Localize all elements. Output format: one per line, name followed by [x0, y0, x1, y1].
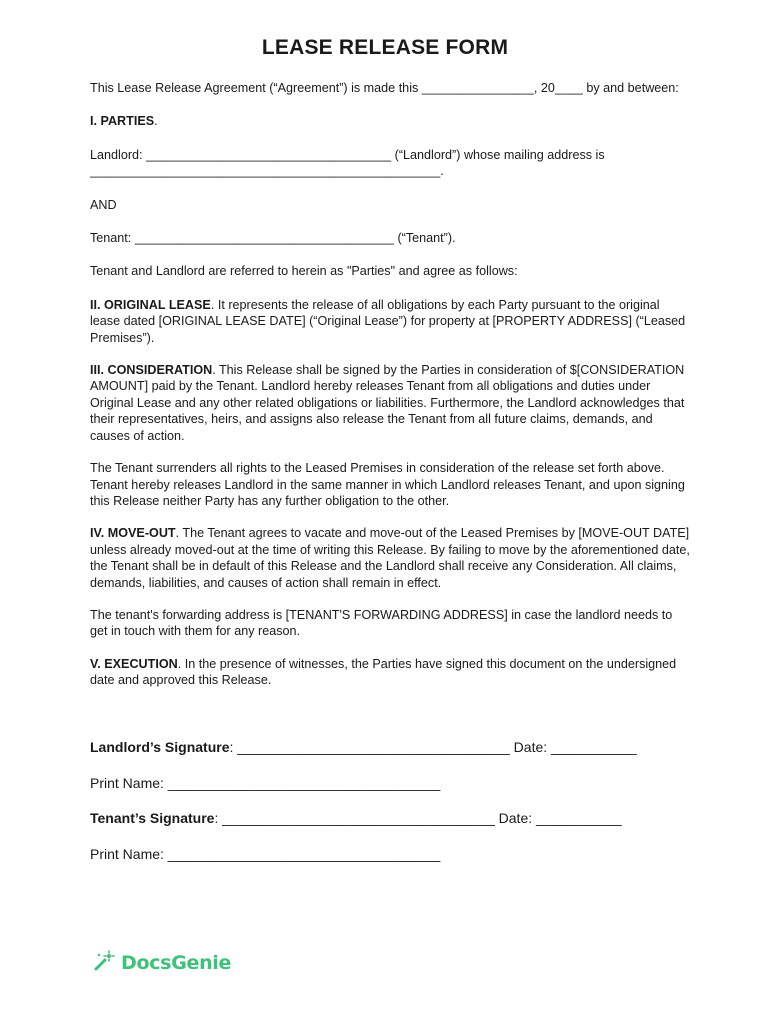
magic-wand-icon	[93, 950, 115, 977]
tenant-signature-label: Tenant’s Signature	[90, 810, 215, 826]
landlord-signature-label: Landlord’s Signature	[90, 739, 230, 755]
tenant-signature-field: : ___________________________________ Date: ___________	[214, 810, 622, 826]
original-lease-text: . It represents the release of all obligations by each Party pursuant to the original lease dated [ORIGINAL LEASE DATE] (“Original Lease”) for property at [PROPERTY ADDRESS] (“Leased Premises”).	[90, 297, 686, 345]
parties-agree-text: Tenant and Landlord are referred to herein as "Parties" and agree as follows:	[90, 264, 518, 279]
landlord-signature-field: : ___________________________________ Date: ___________	[229, 739, 637, 755]
execution-heading: V. EXECUTION	[90, 656, 178, 671]
brand-name: DocsGenie	[121, 952, 232, 974]
landlord-print-name: Print Name: ___________________________________	[90, 775, 441, 791]
landlord-signature-line	[90, 738, 637, 756]
tenant-line: Tenant: _____________________________________ (“Tenant”).	[90, 231, 456, 246]
document-title: LEASE RELEASE FORM	[261, 36, 509, 59]
consideration-heading: III. CONSIDERATION	[90, 363, 213, 378]
landlord-line: Landlord: ___________________________________ (“Landlord”) whose mailing address is __________________________________________________.	[90, 147, 605, 179]
consideration-text: . This Release shall be signed by the Parties in consideration of $[CONSIDERATION AMOUNT] paid by the Tenant. Landlord hereby releases Tenant from all obligations and duties under Original Lease and any other related obligations or liabilities. Furthermore, the Landlord acknowledges that their representatives, heirs, and assigns also release the Tenant from all future claims, demands, and causes of action.	[90, 363, 685, 443]
move-out-section	[90, 525, 690, 591]
parties-heading-suffix: .	[154, 114, 158, 129]
consideration-section	[90, 362, 690, 444]
execution-section	[90, 656, 690, 689]
move-out-text: . The Tenant agrees to vacate and move-out of the Leased Premises by [MOVE-OUT DATE] unless already moved-out at the time of writing this Release. By failing to move by the aforementioned date, the Tenant shall be in default of this Release and the Landlord shall receive any Consideration. All claims, demands, liabilities, and causes of action shall remain in effect.	[90, 526, 690, 590]
parties-heading-label: I. PARTIES	[90, 114, 155, 129]
original-lease-heading: II. ORIGINAL LEASE	[90, 297, 211, 312]
execution-text: . In the presence of witnesses, the Parties have signed this document on the undersigned date and approved this Release.	[90, 656, 677, 688]
original-lease-section	[90, 297, 690, 346]
surrender-paragraph: The Tenant surrenders all rights to the Leased Premises in consideration of the release set forth above. Tenant hereby releases Landlord in the same manner in which Landlord releases Tenant, and upon signing this Release neither Party has any further obligation to the other.	[90, 461, 685, 508]
docsgenie-logo	[93, 950, 231, 976]
document-body	[90, 80, 690, 689]
and-text: AND	[90, 197, 117, 212]
tenant-print-name: Print Name: ___________________________________	[90, 846, 441, 862]
intro-paragraph: This Lease Release Agreement (“Agreement”) is made this ________________, 20____ by and between:	[90, 81, 679, 95]
tenant-signature-line	[90, 809, 622, 827]
forwarding-address-paragraph: The tenant's forwarding address is [TENANT'S FORWARDING ADDRESS] in case the landlord needs to get in touch with them for any reason.	[90, 607, 673, 639]
move-out-heading: IV. MOVE-OUT	[90, 526, 176, 541]
parties-heading	[90, 113, 690, 129]
